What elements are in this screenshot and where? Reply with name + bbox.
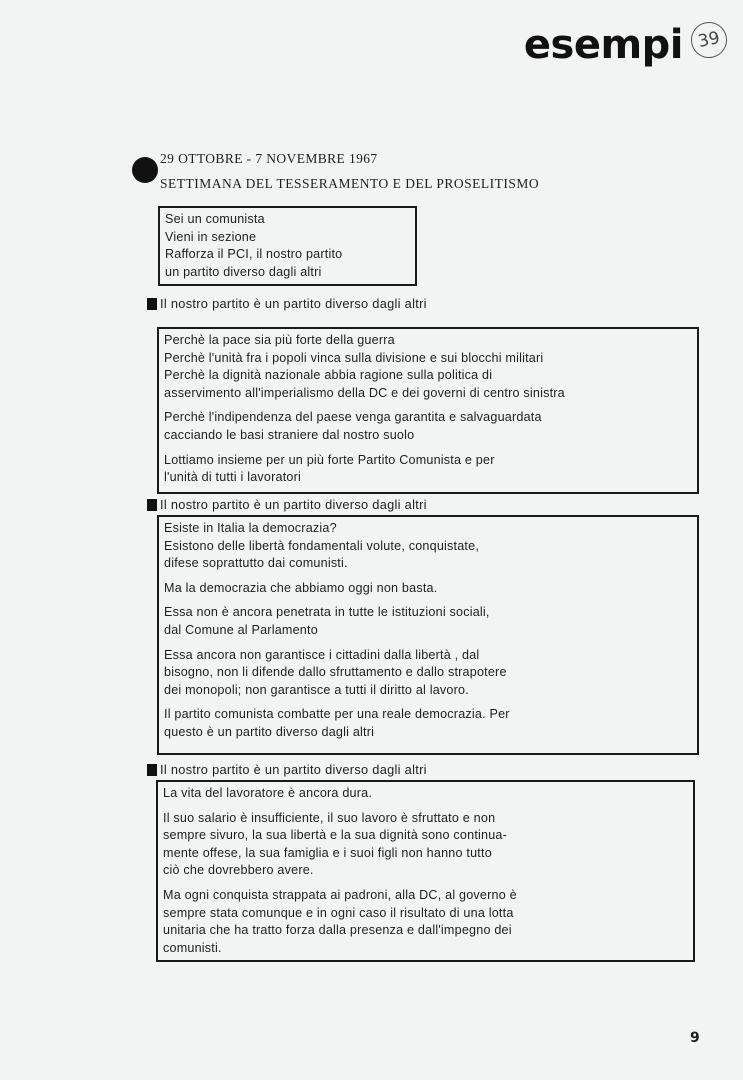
text-line: Perchè la pace sia più forte della guerra — [164, 333, 395, 347]
square-bullet-icon — [147, 764, 157, 776]
text-line: dei monopoli; non garantisce a tutti il diritto al lavoro. — [164, 682, 469, 697]
paragraph — [164, 409, 693, 444]
square-bullet-icon — [147, 298, 157, 310]
square-bullet-icon — [147, 499, 157, 511]
text-line: asservimento all'imperialismo della DC e dei governi di centro sinistra — [164, 385, 565, 400]
paragraph — [164, 332, 693, 402]
text-line: ciò che dovrebbero avere. — [163, 863, 314, 878]
text-line: questo è un partito diverso dagli altri — [164, 724, 375, 739]
text-line: sempre stata comunque e in ogni caso il risultato di una lotta — [163, 905, 514, 920]
text-line: sempre sivuro, la sua libertà e la sua dignità sono continua- — [163, 828, 508, 843]
text-line: La vita del lavoratore è ancora dura. — [163, 786, 373, 800]
section-heading-text: Il nostro partito è un partito diverso dagli altri — [160, 497, 427, 512]
text-line: comunisti. — [163, 940, 222, 955]
text-line: unitaria che ha tratto forza dalla presenza e dall'impegno dei — [163, 923, 512, 938]
text-line: Esiste in Italia la democrazia? — [164, 521, 337, 535]
paragraph — [164, 580, 693, 598]
section-heading-text: Il nostro partito è un partito diverso dagli altri — [160, 762, 427, 777]
text-line: Essa ancora non garantisce i cittadini dalla libertà , dal — [164, 647, 480, 662]
text-line: bisogno, non li difende dallo sfruttamento e dallo strapotere — [164, 665, 507, 680]
paragraph — [164, 604, 693, 639]
slogan-line: un partito diverso dagli altri — [165, 264, 322, 279]
paragraph — [163, 785, 689, 803]
text-line: Ma la democrazia che abbiamo oggi non basta. — [164, 580, 438, 595]
brand-title: esempi — [523, 22, 683, 68]
text-line: Ma ogni conquista strappata ai padroni, alla DC, al governo è — [163, 887, 517, 902]
slogan-line: Sei un comunista — [165, 212, 265, 226]
text-line: Il suo salario è insufficiente, il suo lavoro è sfruttato e non — [163, 810, 496, 825]
section-heading-1 — [147, 296, 427, 311]
text-line: Il partito comunista combatte per una reale democrazia. Per — [164, 707, 510, 722]
text-line: mente offese, la sua famiglia e i suoi figli non hanno tutto — [163, 845, 492, 860]
text-line: Essa non è ancora penetrata in tutte le istituzioni sociali, — [164, 605, 490, 620]
paragraph — [164, 647, 693, 700]
paragraph — [164, 520, 693, 573]
text-line: Lottiamo insieme per un più forte Partito Comunista e per — [164, 452, 495, 467]
text-line: Perchè l'indipendenza del paese venga garantita e salvaguardata — [164, 410, 542, 425]
text-line: Esistono delle libertà fondamentali volute, conquistate, — [164, 538, 480, 553]
text-line: l'unità di tutti i lavoratori — [164, 470, 302, 485]
slogan-line: Vieni in sezione — [165, 229, 257, 244]
section-heading-text: Il nostro partito è un partito diverso dagli altri — [160, 296, 427, 311]
section-box-democracy — [157, 515, 699, 755]
handwritten-page-mark: 39 — [688, 19, 731, 62]
text-line: difese soprattutto dai comunisti. — [164, 556, 348, 571]
page-number: 9 — [690, 1030, 700, 1046]
paragraph — [164, 452, 693, 487]
paragraph — [163, 887, 689, 957]
round-bullet-icon — [132, 157, 158, 183]
paragraph — [164, 706, 693, 741]
section-box-peace — [157, 327, 699, 494]
section-heading-3 — [147, 762, 427, 777]
text-line: Perchè la dignità nazionale abbia ragione sulla politica di — [164, 368, 493, 383]
text-line: Perchè l'unità fra i popoli vinca sulla divisione e sui blocchi militari — [164, 350, 544, 365]
section-heading-2 — [147, 497, 427, 512]
text-line: cacciando le basi straniere dal nostro suolo — [164, 427, 415, 442]
section-box-workers — [156, 780, 695, 962]
campaign-title: SETTIMANA DEL TESSERAMENTO E DEL PROSELITISMO — [160, 176, 540, 191]
text-line: dal Comune al Parlamento — [164, 622, 318, 637]
paragraph — [163, 810, 689, 880]
campaign-dates: 29 OTTOBRE - 7 NOVEMBRE 1967 — [160, 151, 378, 166]
slogan-line: Rafforza il PCI, il nostro partito — [165, 247, 343, 262]
slogan-box — [158, 206, 417, 286]
